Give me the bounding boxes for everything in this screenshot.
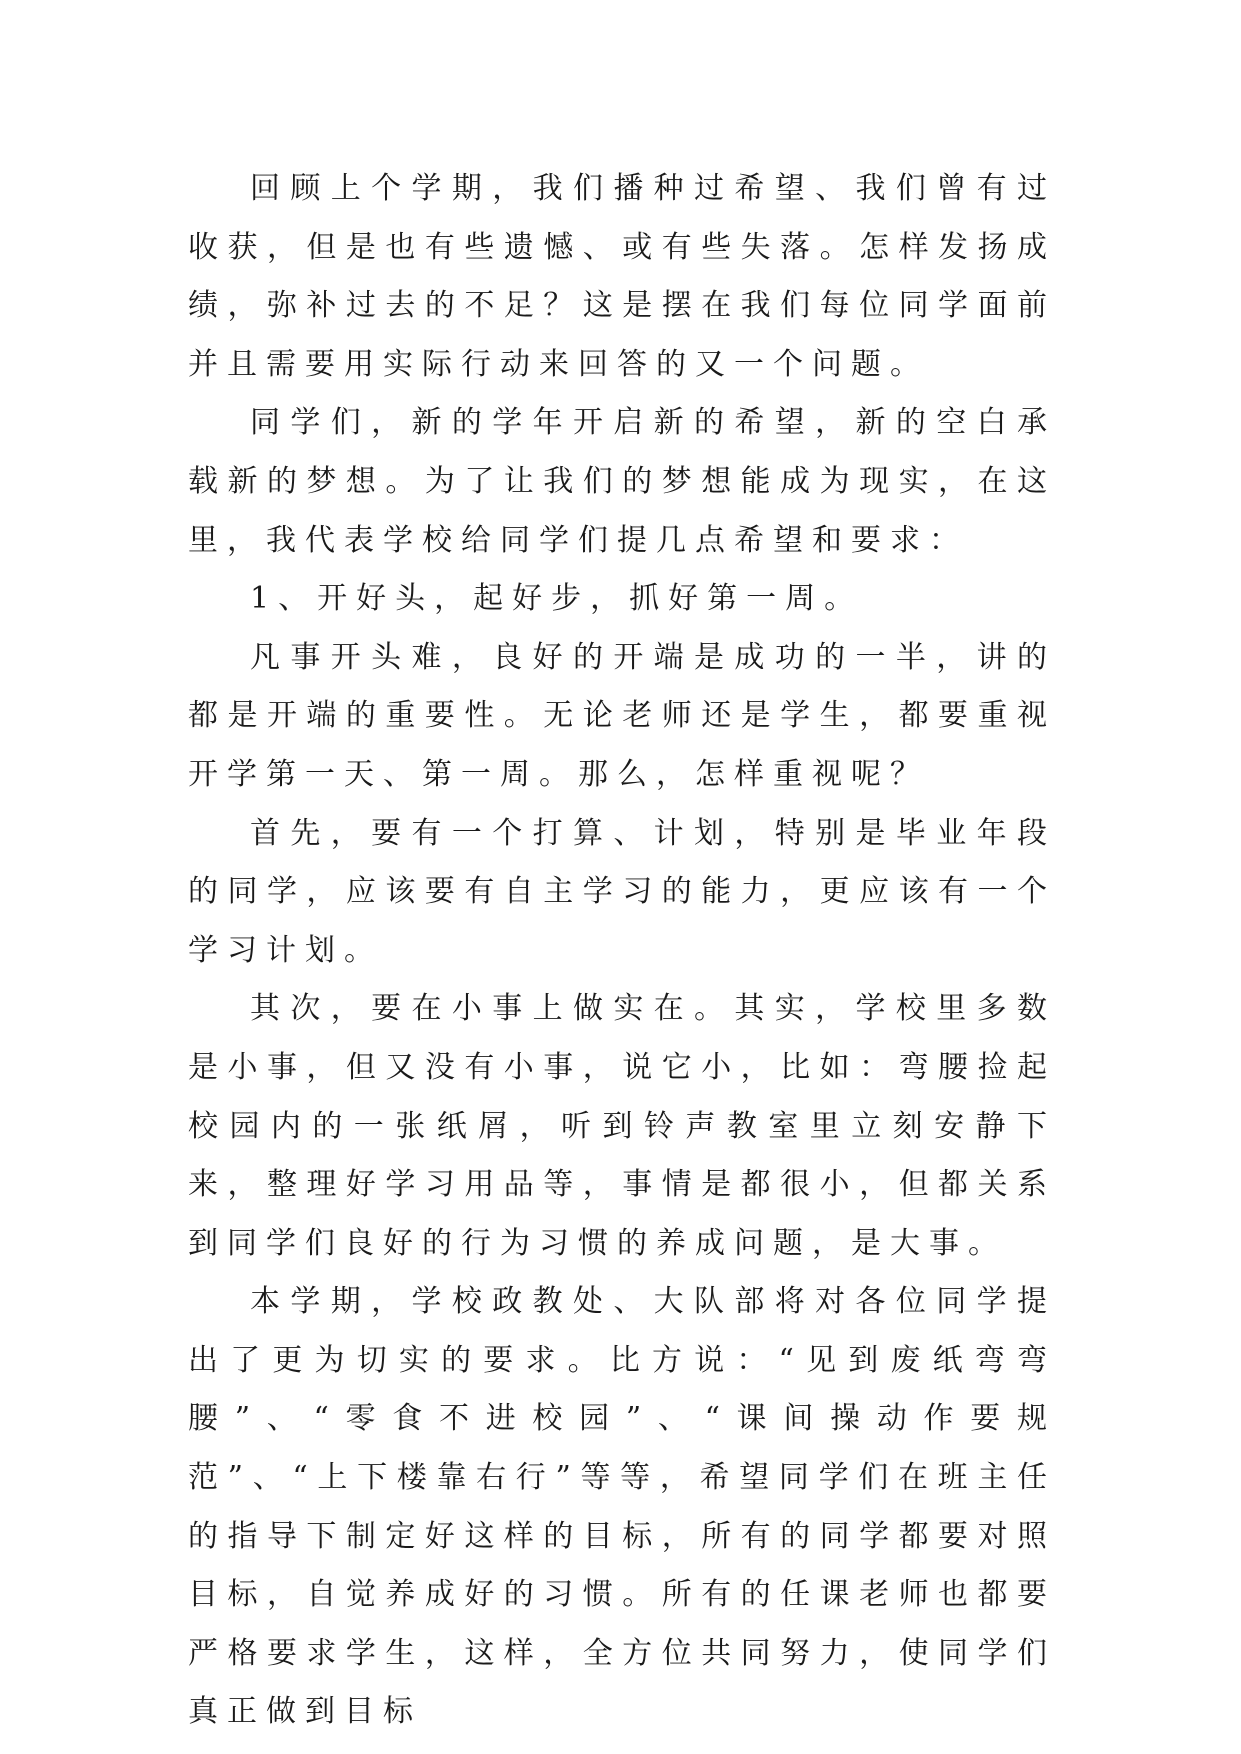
paragraph-good-beginning: 凡事开头难，良好的开端是成功的一半，讲的都是开端的重要性。无论老师还是学生，都要重视开学第一天、第一周。那么，怎样重视呢？ <box>188 639 1056 792</box>
paragraph-new-school-year: 同学们，新的学年开启新的希望，新的空白承载新的梦想。为了让我们的梦想能成为现实，在这里，我代表学校给同学们提几点希望和要求： <box>188 405 1056 558</box>
paragraph-review-last-semester: 回顾上个学期，我们播种过希望、我们曾有过收获，但是也有些遗憾、或有些失落。怎样发扬成绩，弥补过去的不足？这是摆在我们每位同学面前并且需要用实际行动来回答的又一个问题。 <box>188 171 1056 382</box>
paragraph-second-small-things: 其次，要在小事上做实在。其实，学校里多数是小事，但又没有小事，说它小，比如：弯腰捡起校园内的一张纸屑，听到铃声教室里立刻安静下来，整理好学习用品等，事情是都很小，但都关系到同学们良好的行为习惯的养成问题，是大事。 <box>188 991 1056 1261</box>
paragraph-first-plan: 首先，要有一个打算、计划，特别是毕业年段的同学，应该要有自主学习的能力，更应该有一个学习计划。 <box>188 815 1056 968</box>
document-body <box>188 160 1056 1742</box>
paragraph-semester-requirements: 本学期，学校政教处、大队部将对各位同学提出了更为切实的要求。比方说：“见到废纸弯弯腰”、“零食不进校园”、“课间操动作要规范”、“上下楼靠右行”等等，希望同学们在班主任的指导下制定好这样的目标，所有的同学都要对照目标，自觉养成好的习惯。所有的任课老师也都要严格要求学生，这样，全方位共同努力，使同学们真正做到目标 <box>188 1284 1056 1730</box>
paragraph-point-one-heading: 1、开好头，起好步，抓好第一周。 <box>250 581 864 617</box>
